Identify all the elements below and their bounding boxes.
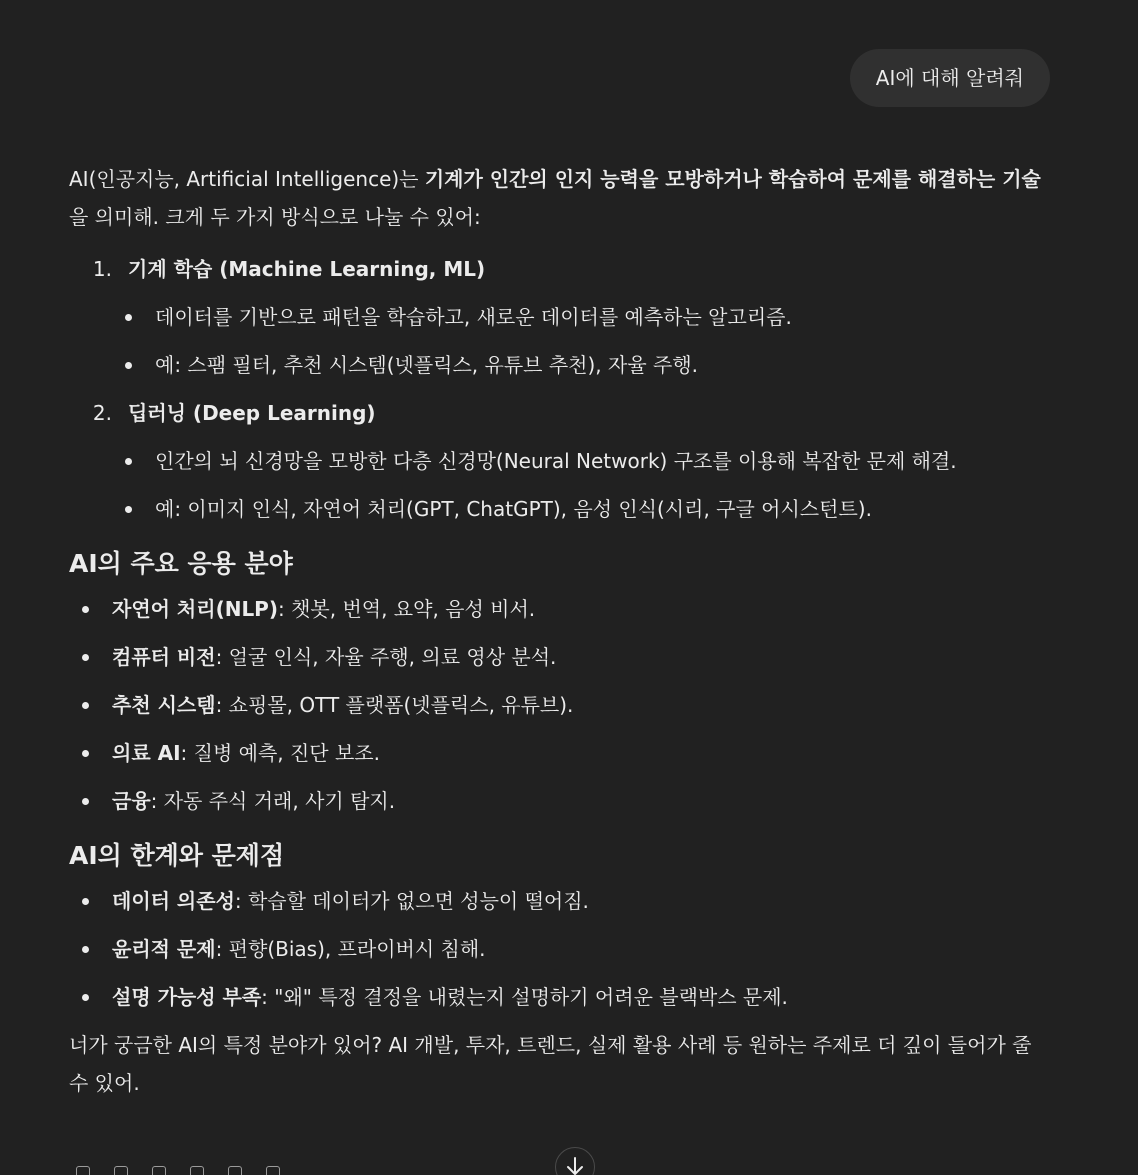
speaker-icon[interactable]: [190, 1166, 204, 1175]
user-message-bubble: [850, 49, 1050, 107]
method-item: [69, 250, 1049, 384]
limitation-item: [69, 930, 1049, 968]
limitation-item: [69, 978, 1049, 1016]
limitation-item: [69, 882, 1049, 920]
application-item: [69, 590, 1049, 628]
edit-icon[interactable]: [228, 1166, 242, 1175]
method-points: [69, 298, 1049, 384]
method-title: 딥러닝 (Deep Learning): [128, 401, 376, 425]
message-action-bar: [76, 1166, 280, 1175]
method-number: 2.: [92, 401, 112, 425]
method-item: [69, 394, 1049, 528]
application-item: [69, 734, 1049, 772]
application-item: [69, 638, 1049, 676]
arrow-down-icon: [565, 1148, 585, 1175]
method-point: 예: 이미지 인식, 자연어 처리(GPT, ChatGPT), 음성 인식(시리, 구글 어시스턴트).: [69, 490, 1049, 528]
application-label: 추천 시스템: [112, 693, 216, 717]
applications-heading: AI의 주요 응용 분야: [69, 549, 293, 578]
application-item: [69, 782, 1049, 820]
method-title: 기계 학습 (Machine Learning, ML): [128, 257, 486, 281]
application-text: : 챗봇, 번역, 요약, 음성 비서.: [278, 597, 536, 621]
regenerate-icon[interactable]: [266, 1166, 280, 1175]
limitation-label: 설명 가능성 부족: [112, 985, 262, 1009]
scroll-to-bottom-button[interactable]: [555, 1147, 595, 1175]
method-points: [69, 442, 1049, 528]
intro-paragraph: [69, 160, 1049, 236]
applications-list: [69, 590, 1049, 820]
application-item: [69, 686, 1049, 724]
application-label: 자연어 처리(NLP): [112, 597, 278, 621]
application-text: : 자동 주식 거래, 사기 탐지.: [150, 789, 396, 813]
method-point: 데이터를 기반으로 패턴을 학습하고, 새로운 데이터를 예측하는 알고리즘.: [69, 298, 1049, 336]
intro-text-1: AI(인공지능, Artificial Intelligence)는: [69, 167, 425, 191]
user-message-text: AI에 대해 알려줘: [875, 66, 1024, 90]
application-label: 금융: [112, 789, 151, 813]
intro-bold: 기계가 인간의 인지 능력을 모방하거나 학습하여 문제를 해결하는 기술: [424, 167, 1041, 191]
thumbs-up-icon[interactable]: [114, 1166, 128, 1175]
application-text: : 얼굴 인식, 자율 주행, 의료 영상 분석.: [215, 645, 557, 669]
limitations-list: [69, 882, 1049, 1016]
copy-icon[interactable]: [76, 1166, 90, 1175]
limitation-label: 데이터 의존성: [112, 889, 235, 913]
application-text: : 질병 예측, 진단 보조.: [180, 741, 380, 765]
methods-list: [69, 250, 1049, 528]
limitation-text: : "왜" 특정 결정을 내렸는지 설명하기 어려운 블랙박스 문제.: [261, 985, 788, 1009]
limitation-text: : 학습할 데이터가 없으면 성능이 떨어짐.: [234, 889, 589, 913]
intro-text-2: 을 의미해. 크게 두 가지 방식으로 나눌 수 있어:: [69, 205, 481, 229]
method-number: 1.: [92, 257, 112, 281]
limitations-heading: AI의 한계와 문제점: [69, 841, 285, 870]
limitation-text: : 편향(Bias), 프라이버시 침해.: [215, 937, 486, 961]
limitation-label: 윤리적 문제: [112, 937, 216, 961]
method-point: 예: 스팸 필터, 추천 시스템(넷플릭스, 유튜브 추천), 자율 주행.: [69, 346, 1049, 384]
closing-paragraph: 너가 궁금한 AI의 특정 분야가 있어? AI 개발, 투자, 트렌드, 실제 활용 사례 등 원하는 주제로 더 깊이 들어가 줄 수 있어.: [69, 1033, 1032, 1095]
application-label: 의료 AI: [112, 741, 181, 765]
method-point: 인간의 뇌 신경망을 모방한 다층 신경망(Neural Network) 구조를 이용해 복잡한 문제 해결.: [69, 442, 1049, 480]
application-label: 컴퓨터 비전: [112, 645, 216, 669]
application-text: : 쇼핑몰, OTT 플랫폼(넷플릭스, 유튜브).: [215, 693, 574, 717]
thumbs-down-icon[interactable]: [152, 1166, 166, 1175]
assistant-response: [69, 160, 1049, 1116]
